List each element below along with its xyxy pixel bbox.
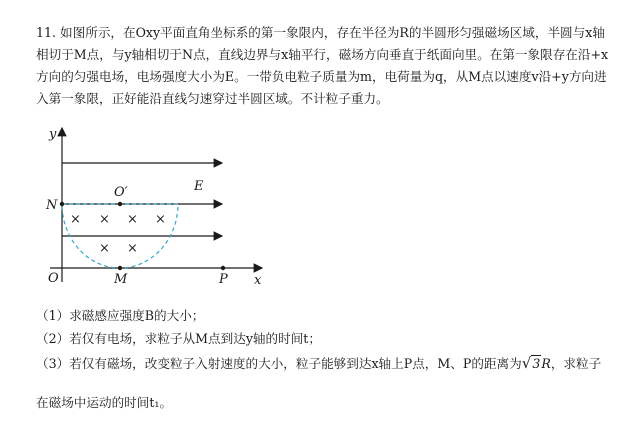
part-3-text-before: （3）若仅有磁场，改变粒子入射速度的大小，粒子能够到达x轴上P点，M、P的距离为 bbox=[36, 356, 522, 371]
field-mark-x: × bbox=[127, 241, 138, 256]
field-mark-x: × bbox=[70, 212, 81, 227]
field-label-E: E bbox=[194, 179, 204, 194]
label-O-prime: O′ bbox=[114, 185, 128, 200]
question-intro bbox=[36, 22, 612, 110]
sqrt-expression: √3R bbox=[521, 354, 551, 372]
origin-label: O bbox=[48, 271, 59, 286]
question-text: 如图所示，在Oxy平面直角坐标系的第一象限内，存在半径为R的半圆形匀强磁场区域，半圆与x轴相切于M点，与y轴相切于N点，直线边界与x轴平行，磁场方向垂直于纸面向里。在第一象限存在沿+x方向的匀强电场，电场强度大小为E。一带负电粒子质量为m，电荷量为q，从M点以速度v沿+y方向进入第一象限，正好能沿直线匀速穿过半圆区域。不计粒子重力。 bbox=[36, 25, 609, 106]
field-mark-x: × bbox=[127, 212, 138, 227]
field-mark-x: × bbox=[99, 241, 110, 256]
question-part-1: （1）求磁感应强度B的大小； bbox=[36, 308, 205, 323]
question-part-3-line-2: 在磁场中运动的时间t₁。 bbox=[36, 395, 173, 410]
part-3-text-after: ，求粒子 bbox=[550, 356, 602, 371]
y-axis-label: y bbox=[49, 127, 57, 142]
field-mark-x: × bbox=[155, 212, 166, 227]
point-O-prime bbox=[118, 202, 122, 206]
point-N bbox=[60, 202, 64, 206]
question-part-2: （2）若仅有电场，求粒子从M点到达y轴的时间t； bbox=[36, 331, 321, 346]
physics-figure bbox=[36, 122, 286, 298]
label-P: P bbox=[219, 272, 228, 287]
question-part-3 bbox=[36, 352, 612, 375]
sqrt-radicand: 3 bbox=[532, 356, 541, 371]
point-M bbox=[118, 266, 122, 270]
label-N: N bbox=[46, 198, 58, 213]
sqrt-variable: R bbox=[541, 356, 551, 371]
x-axis-label: x bbox=[254, 273, 262, 288]
point-P bbox=[221, 266, 225, 270]
field-mark-x: × bbox=[99, 212, 110, 227]
label-M: M bbox=[114, 272, 128, 287]
question-number: 11. bbox=[36, 25, 57, 40]
